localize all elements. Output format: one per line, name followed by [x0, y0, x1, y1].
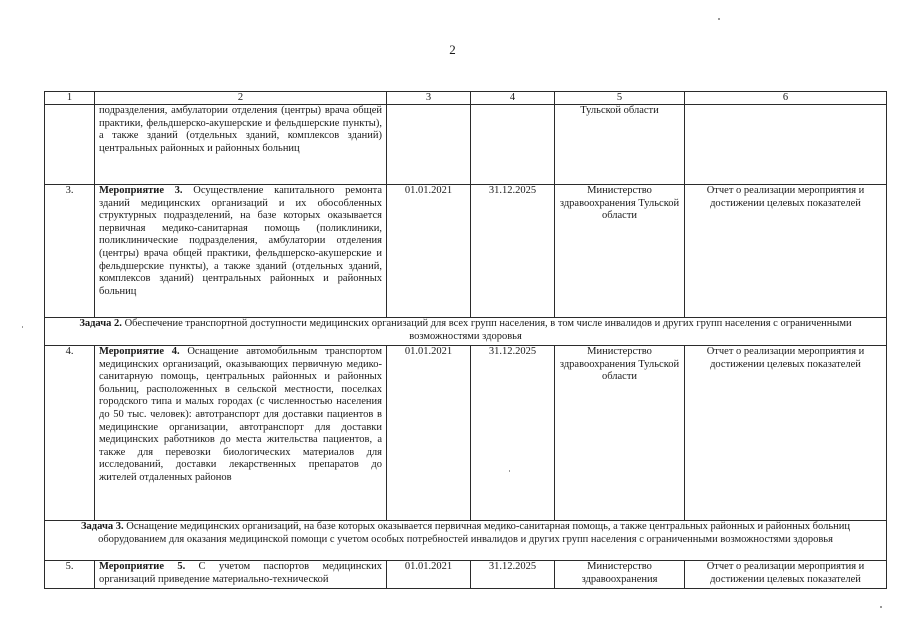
task-text: Оснащение медицинских организаций, на базе которых оказывается первичная медико-санитарная помощь, а также центральных районных и районных больниц оборудованием для оказания медицинской помощи с учетом особых потребностей инвалидов и других групп населения с ограниченными возможностями здоровья: [98, 521, 850, 545]
expected-result: Отчет о реализации мероприятия и достижении целевых показателей: [685, 185, 887, 318]
header-cell-3: 3: [387, 92, 471, 105]
responsible-org: Министерство здравоохранения: [555, 561, 685, 589]
scan-speck: [509, 470, 510, 472]
start-date: [387, 105, 471, 185]
activity-description: [95, 346, 387, 521]
activity-description: [95, 561, 387, 589]
expected-result: Отчет о реализации мероприятия и достижении целевых показателей: [685, 561, 887, 589]
end-date: [471, 105, 555, 185]
table-row-activity-5: [45, 561, 887, 589]
expected-result: Отчет о реализации мероприятия и достижении целевых показателей: [685, 346, 887, 521]
activity-title: Мероприятие 4.: [99, 346, 180, 357]
task-row-2: [45, 318, 887, 346]
scan-speck: [22, 326, 23, 328]
activity-title: Мероприятие 3.: [99, 185, 183, 196]
row-number: [45, 105, 95, 185]
row-number: 5.: [45, 561, 95, 589]
header-cell-6: 6: [685, 92, 887, 105]
task-label: Задача 3.: [81, 521, 124, 532]
header-cell-5: 5: [555, 92, 685, 105]
task-heading: [45, 318, 887, 346]
responsible-org: Тульской области: [555, 105, 685, 185]
activity-text: Осуществление капитального ремонта зданий медицинских организаций и их обособленных структурных подразделений, на базе которых оказывается первичная медико-санитарная помощь (поликлиники, поликлинические подразделения, амбулатории отделения (центры) врача общей практики, фельдшерско-акушерские и фельдшерские пункты), а также зданий (отдельных зданий, комплексов зданий) центральных районных и районных больниц: [99, 185, 382, 297]
end-date: 31.12.2025: [471, 561, 555, 589]
start-date: 01.01.2021: [387, 185, 471, 318]
task-row-3: [45, 521, 887, 561]
end-date: 31.12.2025: [471, 346, 555, 521]
activity-text: Оснащение автомобильным транспортом медицинских организаций, оказывающих первичную медико-санитарную помощь, центральных районных и районных больниц, расположенных в сельской местности, поселках городского типа и малых городах (с численностью населения до 50 тыс. человек): автотранспорт для доставки пациентов в медицинские организации, автотранспорт для доставки медицинских работников до места жительства пациентов, а также для перевозки биологических материалов для исследований, доставки лекарственных препаратов до жителей отдаленных районов: [99, 346, 383, 483]
task-label: Задача 2.: [79, 318, 122, 329]
activity-description: [95, 185, 387, 318]
activity-text: С учетом паспортов медицинских организаций приведение материально-технической: [99, 561, 382, 585]
activities-table: [44, 91, 887, 589]
table-row-activity-4: [45, 346, 887, 521]
responsible-org: Министерство здравоохранения Тульской области: [555, 185, 685, 318]
responsible-org: Министерство здравоохранения Тульской области: [555, 346, 685, 521]
activity-title: Мероприятие 5.: [99, 561, 186, 572]
header-cell-2: 2: [95, 92, 387, 105]
scan-speck: [880, 606, 882, 608]
task-heading: [45, 521, 887, 561]
end-date: 31.12.2025: [471, 185, 555, 318]
header-cell-4: 4: [471, 92, 555, 105]
start-date: 01.01.2021: [387, 346, 471, 521]
scan-speck: [718, 18, 720, 20]
page-number: 2: [449, 42, 456, 57]
start-date: 01.01.2021: [387, 561, 471, 589]
table-row-continuation: [45, 105, 887, 185]
task-text: Обеспечение транспортной доступности медицинских организаций для всех групп населения, в том числе инвалидов и других групп населения с ограниченными возможностями здоровья: [121, 318, 852, 342]
activity-description: подразделения, амбулатории отделения (центры) врача общей практики, фельдшерско-акушерские и фельдшерские пункты), а также зданий (отдельных зданий, комплексов зданий) центральных районных и районных больниц: [95, 105, 387, 185]
header-row: [45, 92, 887, 105]
row-number: 4.: [45, 346, 95, 521]
table-row-activity-3: [45, 185, 887, 318]
header-cell-1: 1: [45, 92, 95, 105]
row-number: 3.: [45, 185, 95, 318]
expected-result: [685, 105, 887, 185]
